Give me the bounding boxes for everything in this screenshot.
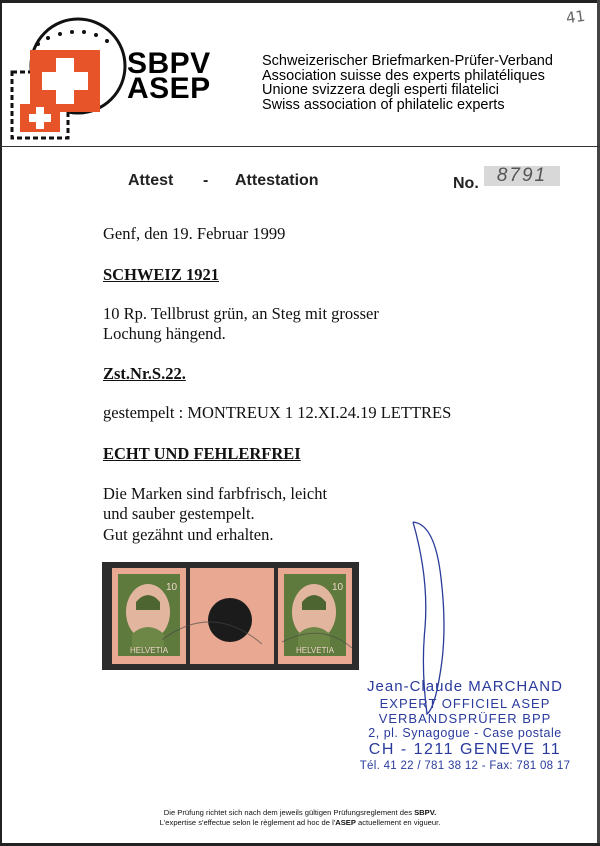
association-de: Schweizerischer Briefmarken-Prüfer-Verband (262, 53, 553, 69)
condition-line-3: Gut gezähnt und erhalten. (103, 525, 274, 544)
page-edge-left (0, 0, 2, 846)
catalog-number: Zst.Nr.S.22. (103, 364, 186, 383)
number-label: No. (453, 175, 479, 192)
serial-number: 8791 (484, 166, 560, 186)
cancellation: gestempelt : MONTREUX 1 12.XI.24.19 LETTRES (103, 403, 452, 422)
description-line-1: 10 Rp. Tellbrust grün, an Steg mit grosser (103, 304, 379, 323)
cachet-expert: EXPERT OFFICIEL ASEP (379, 696, 551, 711)
gutter-punch-hole (208, 598, 252, 642)
cachet-phone: Tél. 41 22 / 781 38 12 - Fax: 781 08 17 (359, 760, 571, 772)
association-en: Swiss association of philatelic experts (262, 96, 505, 113)
brand-sbpv: SBPV (127, 47, 211, 80)
stamp-pair-image (102, 562, 359, 670)
title-attestation: Attestation (235, 172, 319, 189)
association-names (262, 54, 553, 112)
country-heading: SCHWEIZ 1921 (103, 265, 219, 284)
pencil-note: 41 (564, 6, 587, 28)
sbpv-logo-icon (8, 14, 138, 142)
cachet-name: Jean-Claude MARCHAND (367, 678, 563, 695)
title-dash: - (203, 172, 209, 189)
header-divider (0, 146, 600, 147)
stamp-right-value: 10 (332, 582, 344, 593)
brand-asep: ASEP (127, 72, 211, 105)
cachet-city: CH - 1211 GENEVE 11 (368, 741, 562, 758)
footer-line-de: Die Prüfung richtet sich nach dem jeweils gültigen Prüfungsreglement des SBPV. (163, 808, 437, 817)
stamp-left-value: 10 (166, 582, 178, 593)
footer-line-fr: L'expertise s'effectue selon le règlement ad hoc de l'ASEP actuellement en vigueur. (159, 818, 441, 827)
association-it: Unione svizzera degli esperti filatelici (262, 82, 499, 98)
description-line-2: Lochung hängend. (103, 324, 226, 343)
condition-line-1: Die Marken sind farbfrisch, leicht (103, 484, 328, 503)
association-fr: Association suisse des experts philatéliques (262, 67, 545, 84)
footer-note (0, 808, 600, 828)
page-edge-top (0, 0, 600, 3)
cachet-verband: VERBANDSPRÜFER BPP (378, 711, 552, 726)
stamp-left-country: HELVETIA (129, 646, 169, 655)
verdict-heading: ECHT UND FEHLERFREI (103, 444, 301, 463)
issue-date: Genf, den 19. Februar 1999 (103, 224, 286, 243)
expert-cachet (340, 678, 590, 772)
title-attest: Attest (128, 172, 174, 189)
stamp-right-country: HELVETIA (295, 646, 335, 655)
condition-line-2: und sauber gestempelt. (103, 504, 255, 523)
cachet-address: 2, pl. Synagogue - Case postale (368, 726, 562, 740)
brand-mark (127, 47, 211, 105)
